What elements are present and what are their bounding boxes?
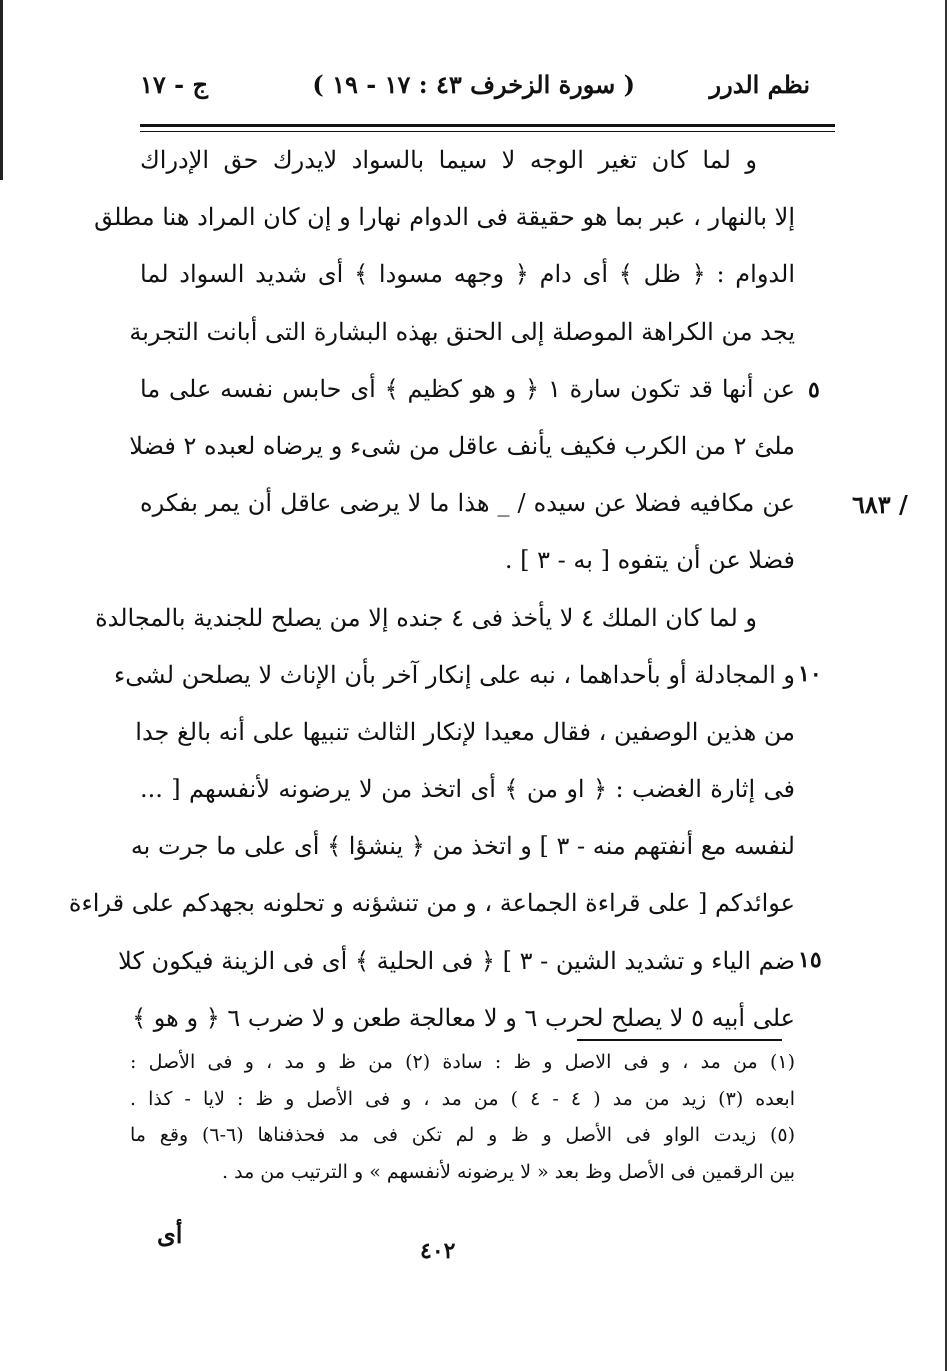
text-line: ملئ ٢ من الكرب فكيف يأنف عاقل من شىء و يرضاه لعبده ٢ فضلا <box>129 431 795 460</box>
text-line: فى إثارة الغضب : ﴿ او من ﴾ أى اتخذ من لا يرضونه لأنفسهم [ ... <box>140 775 795 804</box>
line-number-10: ١٠ <box>798 661 822 687</box>
running-header <box>140 62 810 112</box>
text-line: عوائدكم [ على قراءة الجماعة ، و من تنشؤنه و تحلونه بجهدكم على قراءة <box>68 889 795 918</box>
footnote-rule <box>577 1039 782 1041</box>
text-line: من هذين الوصفين ، فقال معيدا لإنكار الثالث تنبيها على أنه بالغ جدا <box>135 717 795 746</box>
footnote-line: بين الرقمين فى الأصل وظ بعد « لا يرضونه لأنفسهم » و الترتيب من مد . <box>222 1160 795 1183</box>
text-line: و لما كان تغير الوجه لا سيما بالسواد لايدرك حق الإدراك <box>140 146 757 174</box>
header-part-number: ج - ١٧ <box>140 70 208 99</box>
text-line: يجد من الكراهة الموصلة إلى الحنق بهذه البشارة التى أبانت التجربة <box>129 317 795 346</box>
text-line: و لما كان الملك ٤ لا يأخذ فى ٤ جنده إلا من يصلح للجندية بالمجالدة <box>95 603 757 632</box>
text-line: فضلا عن أن يتفوه [ به - ٣ ] . <box>504 546 795 575</box>
header-book-title: نظم الدرر <box>709 70 810 99</box>
margin-page-reference: ٦٨٣ / <box>852 490 908 519</box>
text-line: و المجادلة أو بأحداهما ، نبه على إنكار آخر بأن الإناث لا يصلحن لشىء <box>114 660 795 689</box>
text-line: عن مكافيه فضلا عن سيده / _ هذا ما لا يرضى عاقل أن يمر بفكره <box>140 489 795 518</box>
text-line: ضم الياء و تشديد الشين - ٣ ] ﴿ فى الحلية ﴾ أى فى الزينة فيكون كلا <box>118 946 795 975</box>
line-number-5: ٥ <box>808 377 820 403</box>
main-text <box>68 132 795 1047</box>
scan-left-edge <box>0 0 3 180</box>
footnote-line: (٥) زيدت الواو فى الأصل و ظ و لم تكن فى مد فحذفناها (٦-٦) وقع ما <box>130 1124 795 1146</box>
line-number-15: ١٥ <box>798 947 822 973</box>
text-line: عن أنها قد تكون سارة ١ ﴿ و هو كظيم ﴾ أى حابس نفسه على ما <box>140 374 795 403</box>
text-line: إلا بالنهار ، عبر بما هو حقيقة فى الدوام نهارا و إن كان المراد هنا مطلق <box>94 203 795 232</box>
text-line: الدوام : ﴿ ظل ﴾ أى دام ﴿ وجهه مسودا ﴾ أى شديد السواد لما <box>140 260 795 289</box>
footnote-line: ابعده (٣) زيد من مد ( ٤ - ٤ ) من مد ، و فى الأصل و ظ : لايا - كذا . <box>130 1087 795 1110</box>
text-line: على أبيه ٥ لا يصلح لحرب ٦ و لا معالجة طعن و لا ضرب ٦ ﴿ و هو ﴾ <box>132 1003 795 1032</box>
footnote-line: (١) من مد ، و فى الاصل و ظ : سادة (٢) من ظ و مد ، و فى الأصل : <box>130 1051 795 1073</box>
footnotes <box>130 1044 795 1190</box>
text-line: لنفسه مع أنفتهم منه - ٣ ] و اتخذ من ﴿ ينشؤا ﴾ أى على ما جرت به <box>130 832 795 861</box>
catchword: أى <box>157 1220 183 1249</box>
header-surah-reference: ( سورة الزخرف ٤٣ : ١٧ - ١٩ ) <box>312 70 635 99</box>
page-number: ٤٠٢ <box>420 1238 456 1264</box>
scan-right-edge <box>945 0 947 1371</box>
header-rule-thick <box>140 124 835 127</box>
